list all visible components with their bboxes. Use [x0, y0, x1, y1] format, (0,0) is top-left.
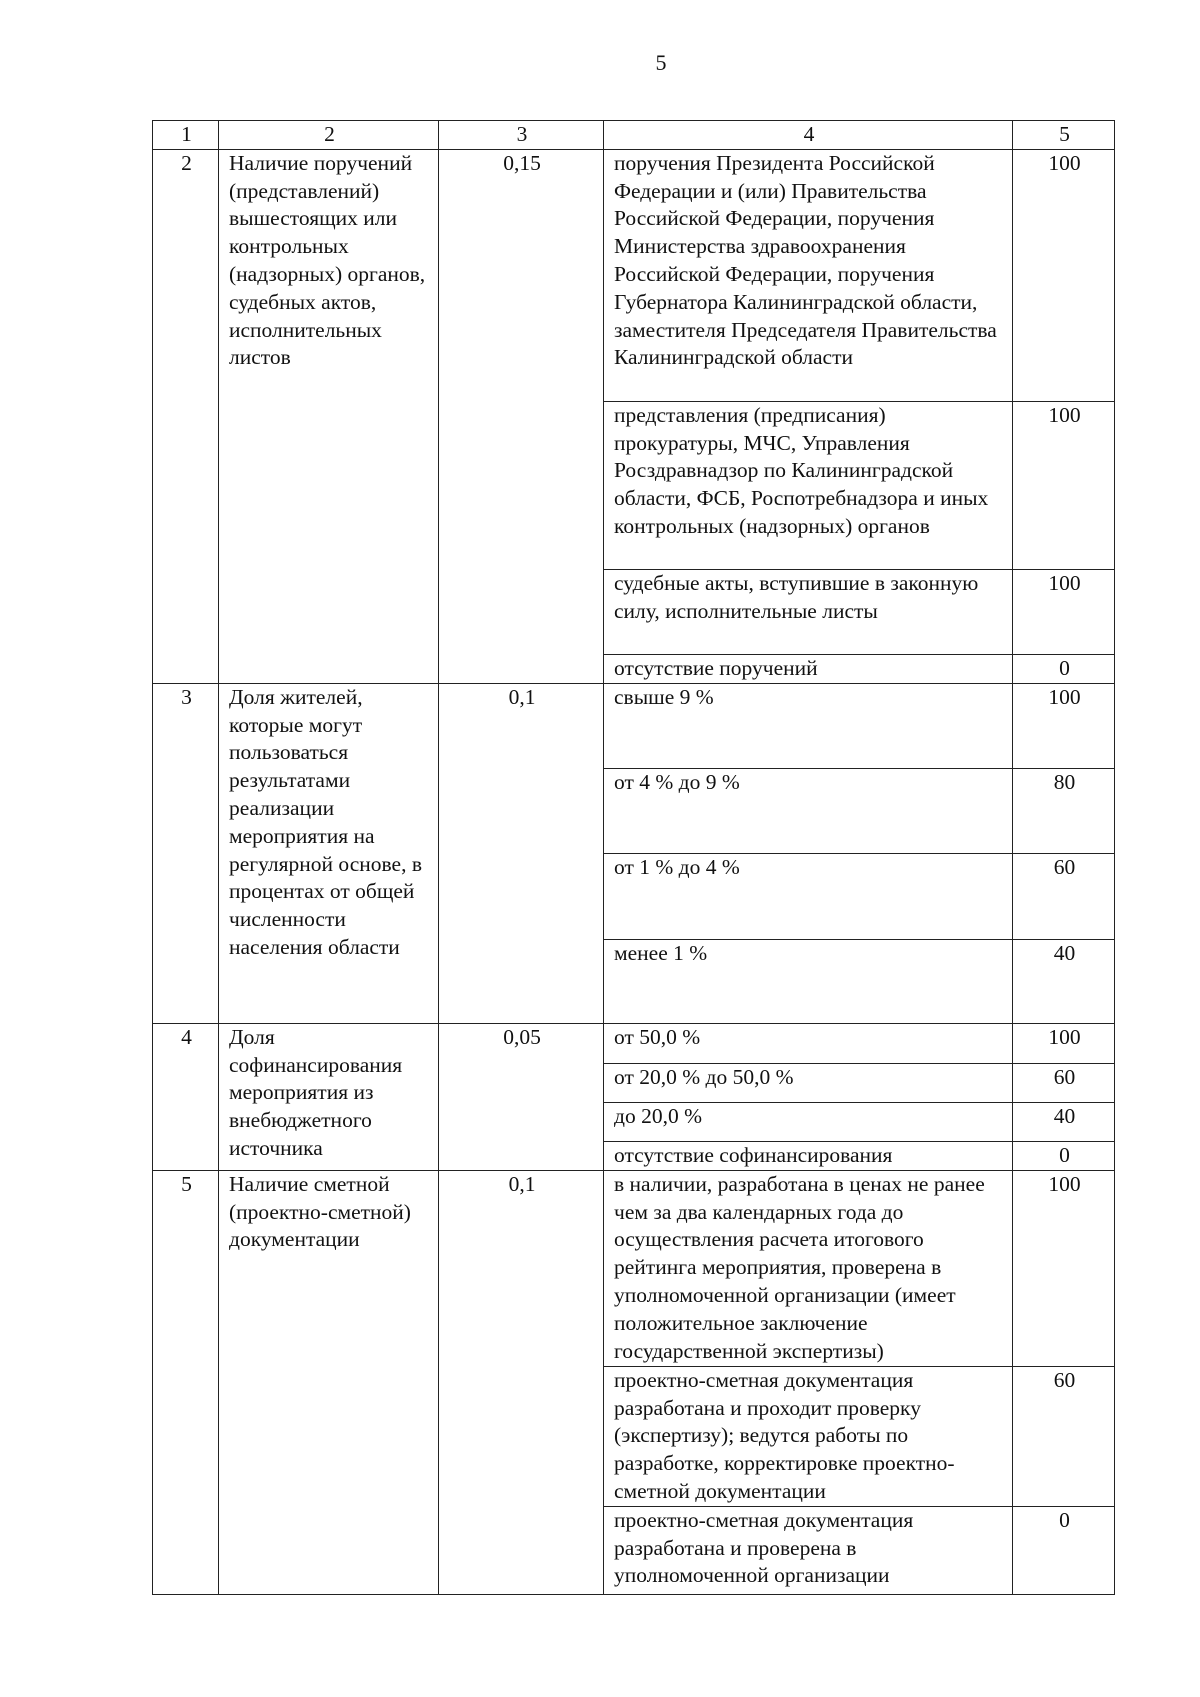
- option-score: 40: [1013, 939, 1115, 1023]
- option-text: от 4 % до 9 %: [604, 768, 1013, 853]
- option-text: от 50,0 %: [604, 1023, 1013, 1063]
- option-score: 100: [1013, 569, 1115, 654]
- criteria-table: [152, 120, 1115, 1595]
- criterion-weight: 0,1: [439, 683, 604, 1023]
- option-text: представления (предписания) прокуратуры, МЧС, Управления Росздравнадзор по Калининградской области, ФСБ, Роспотребнадзора и иных контрольных (надзорных) органов: [604, 401, 1013, 569]
- table-row: [153, 149, 1115, 401]
- option-score: 60: [1013, 1366, 1115, 1506]
- option-text: свыше 9 %: [604, 683, 1013, 768]
- option-score: 40: [1013, 1102, 1115, 1141]
- option-score: 100: [1013, 149, 1115, 401]
- option-score: 60: [1013, 1063, 1115, 1102]
- option-text: до 20,0 %: [604, 1102, 1013, 1141]
- criterion-name: Наличие поручений (представлений) вышестоящих или контрольных (надзорных) органов, судебных актов, исполнительных листов: [219, 149, 439, 683]
- option-score: 80: [1013, 768, 1115, 853]
- criterion-name: Доля софинансирования мероприятия из внебюджетного источника: [219, 1023, 439, 1170]
- option-score: 0: [1013, 1506, 1115, 1594]
- option-score: 100: [1013, 683, 1115, 768]
- criterion-number: 4: [153, 1023, 219, 1170]
- criterion-number: 5: [153, 1170, 219, 1594]
- option-score: 100: [1013, 401, 1115, 569]
- header-cell-1: 1: [153, 121, 219, 150]
- option-score: 60: [1013, 853, 1115, 939]
- table-row: [153, 683, 1115, 768]
- option-score: 0: [1013, 654, 1115, 683]
- option-text: отсутствие поручений: [604, 654, 1013, 683]
- option-score: 100: [1013, 1170, 1115, 1366]
- criterion-number: 2: [153, 149, 219, 683]
- criterion-weight: 0,1: [439, 1170, 604, 1594]
- option-text: проектно-сметная документация разработана и проверена в уполномоченной организации: [604, 1506, 1013, 1594]
- option-text: от 20,0 % до 50,0 %: [604, 1063, 1013, 1102]
- option-text: поручения Президента Российской Федерации и (или) Правительства Российской Федерации, поручения Министерства здравоохранения Российской Федерации, поручения Губернатора Калининградской области, заместителя Председателя Правительства Калининградской области: [604, 149, 1013, 401]
- table-row: [153, 1170, 1115, 1366]
- criterion-name: Наличие сметной (проектно-сметной) документации: [219, 1170, 439, 1594]
- header-cell-4: 4: [604, 121, 1013, 150]
- criterion-number: 3: [153, 683, 219, 1023]
- criterion-weight: 0,05: [439, 1023, 604, 1170]
- option-text: проектно-сметная документация разработана и проходит проверку (экспертизу); ведутся работы по разработке, корректировке проектно-сметной документации: [604, 1366, 1013, 1506]
- criterion-weight: 0,15: [439, 149, 604, 683]
- header-cell-5: 5: [1013, 121, 1115, 150]
- option-text: менее 1 %: [604, 939, 1013, 1023]
- criterion-name: Доля жителей, которые могут пользоваться результатами реализации мероприятия на регулярной основе, в процентах от общей численности населения области: [219, 683, 439, 1023]
- header-cell-2: 2: [219, 121, 439, 150]
- option-text: от 1 % до 4 %: [604, 853, 1013, 939]
- table-row: [153, 1023, 1115, 1063]
- page-number: 5: [655, 50, 667, 75]
- header-row: [153, 121, 1115, 150]
- option-text: судебные акты, вступившие в законную силу, исполнительные листы: [604, 569, 1013, 654]
- option-score: 0: [1013, 1141, 1115, 1170]
- header-cell-3: 3: [439, 121, 604, 150]
- option-text: отсутствие софинансирования: [604, 1141, 1013, 1170]
- option-score: 100: [1013, 1023, 1115, 1063]
- option-text: в наличии, разработана в ценах не ранее чем за два календарных года до осуществления расчета итогового рейтинга мероприятия, проверена в уполномоченной организации (имеет положительное заключение государственной экспертизы): [604, 1170, 1013, 1366]
